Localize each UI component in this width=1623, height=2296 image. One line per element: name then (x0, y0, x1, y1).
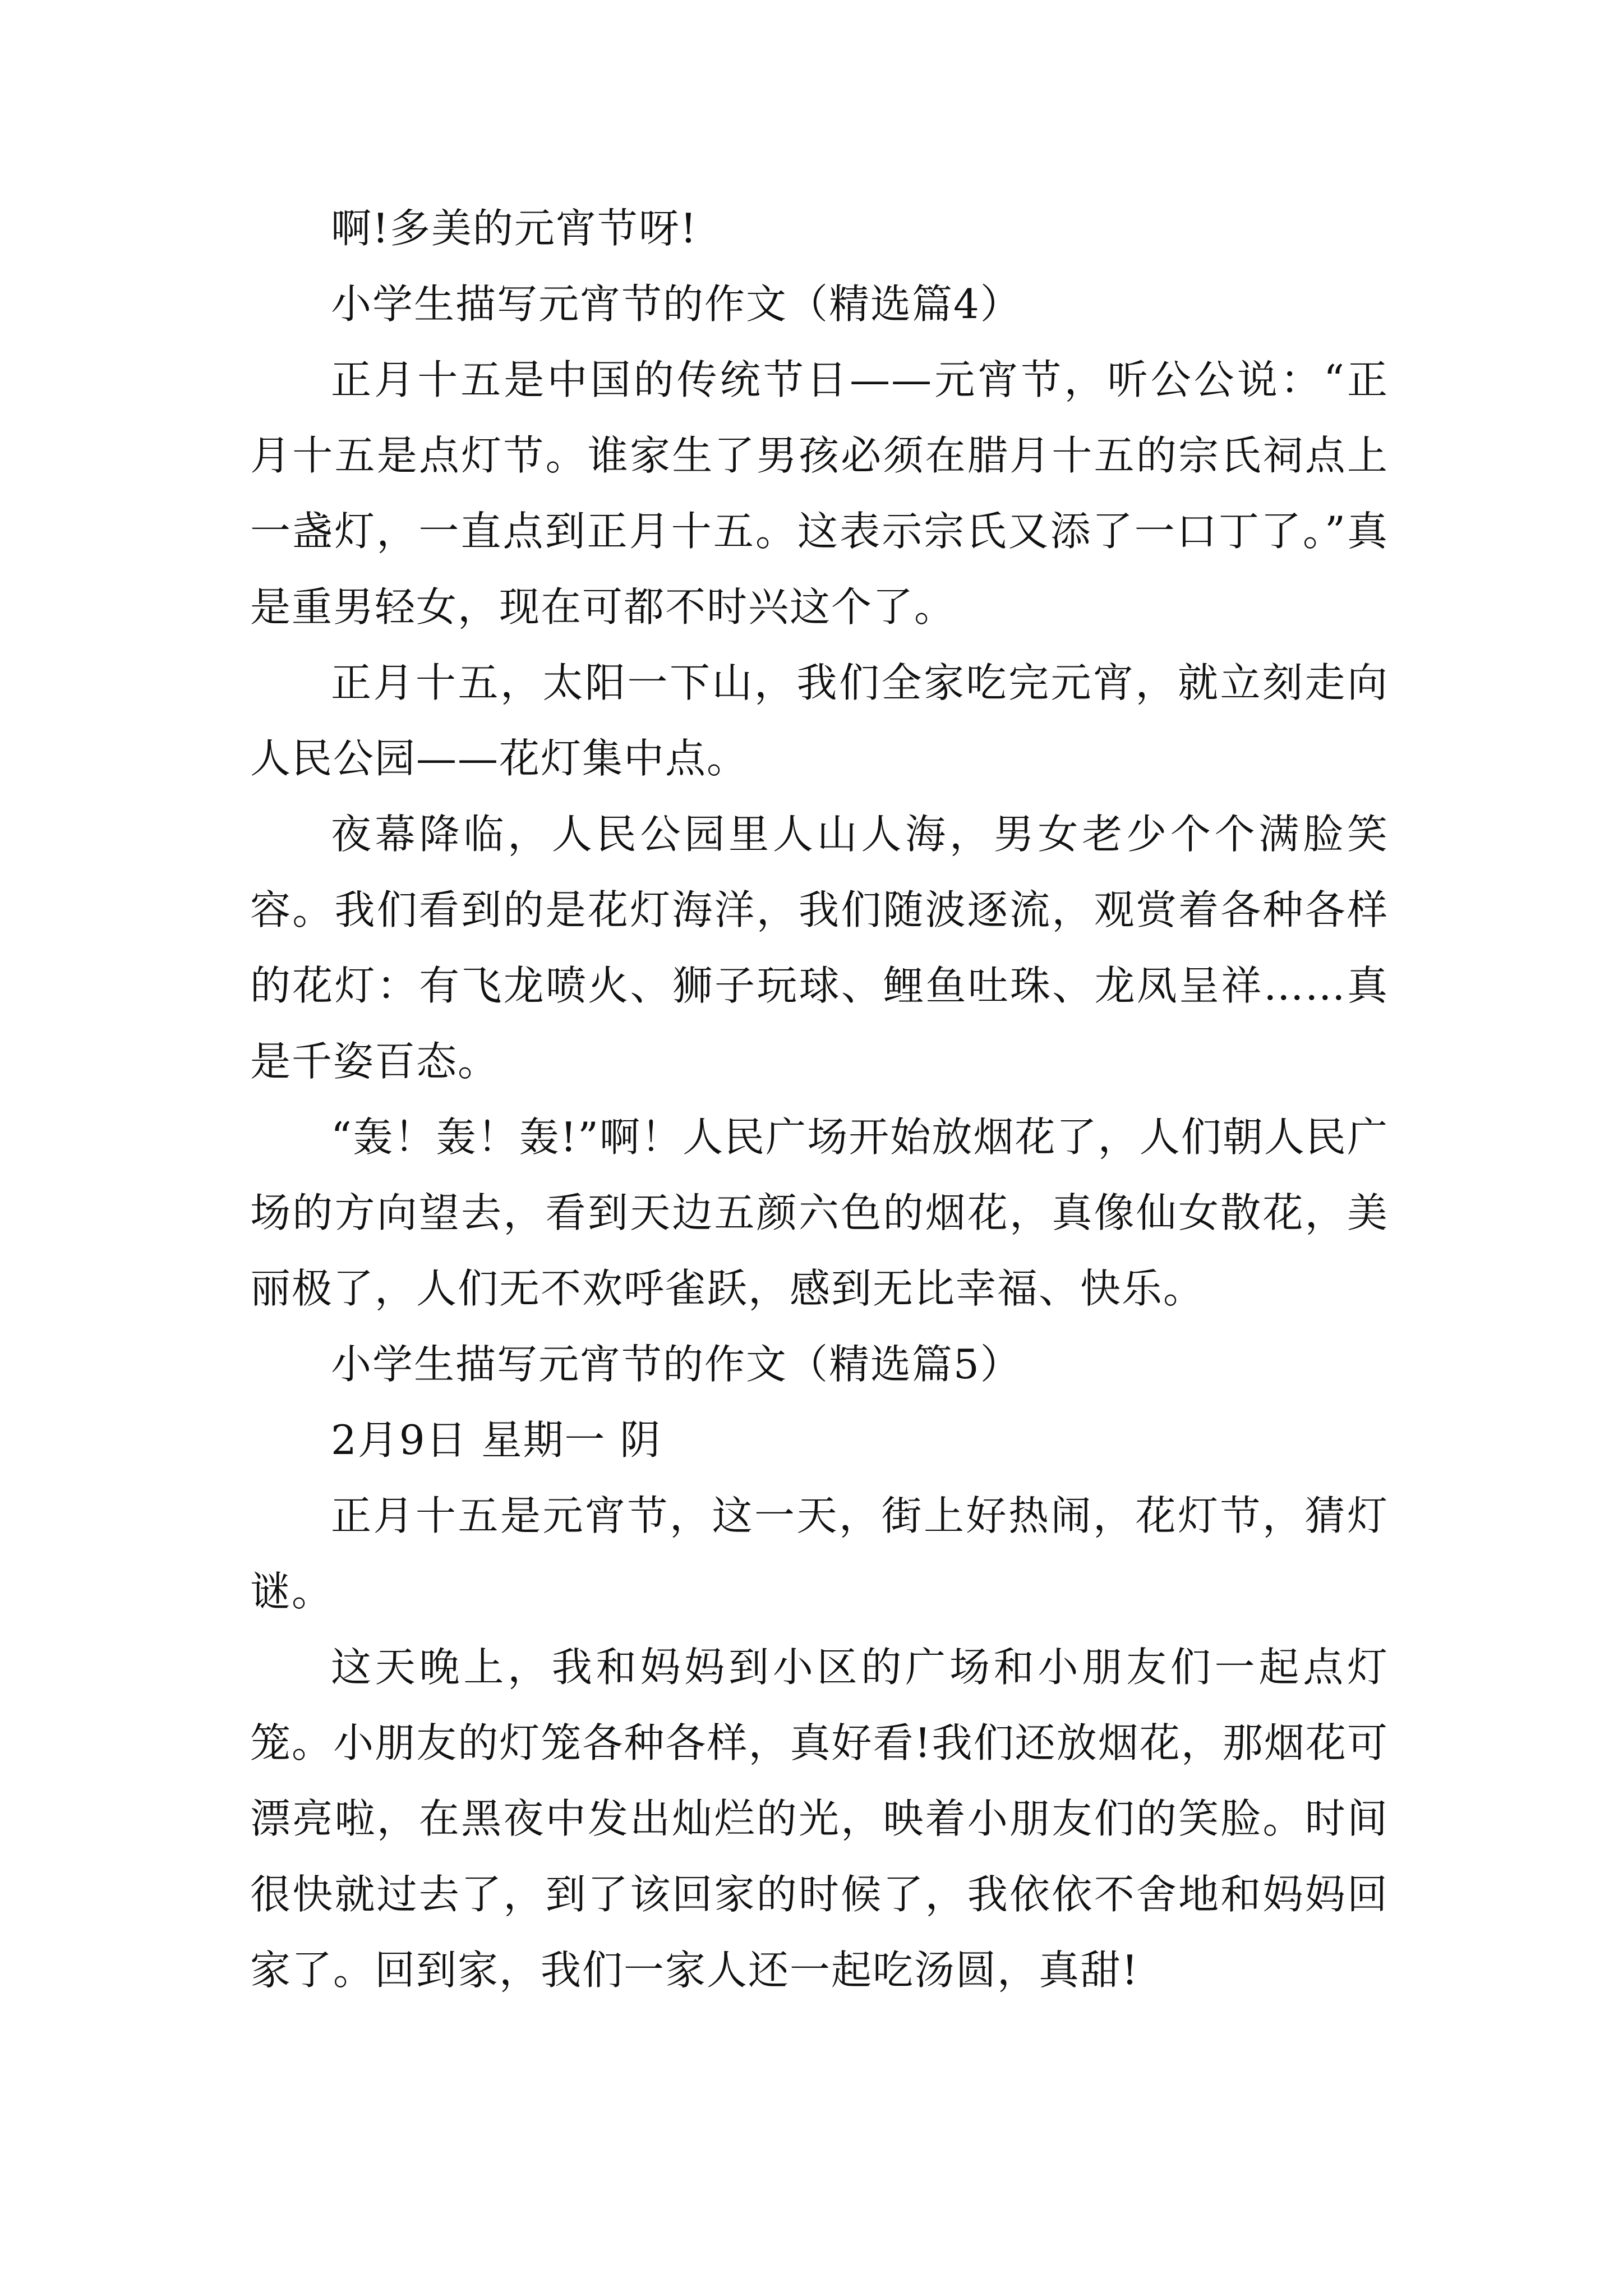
paragraph: 正月十五，太阳一下山，我们全家吃完元宵，就立刻走向人民公园——花灯集中点。 (250, 659, 1389, 782)
diary-date-line: 2月9日 星期一 阴 (331, 1416, 662, 1464)
essay-heading-4: 小学生描写元宵节的作文（精选篇4） (331, 280, 1022, 328)
paragraph: 正月十五是中国的传统节日——元宵节，听公公说：“正月十五是点灯节。谁家生了男孩必须在腊月十五的宗氏祠点上一盏灯，一直点到正月十五。这表示宗氏又添了一口丁了。”真是重男轻女，现在可都不时兴这个了。 (250, 356, 1389, 631)
essay-heading-5: 小学生描写元宵节的作文（精选篇5） (331, 1341, 1022, 1388)
paragraph: “轰！轰！轰!”啊！人民广场开始放烟花了，人们朝人民广场的方向望去，看到天边五颜六色的烟花，真像仙女散花，美丽极了，人们无不欢呼雀跃，感到无比幸福、快乐。 (250, 1114, 1389, 1312)
closing-line: 啊!多美的元宵节呀! (331, 205, 698, 252)
paragraph: 夜幕降临，人民公园里人山人海，男女老少个个满脸笑容。我们看到的是花灯海洋，我们随波逐流，观赏着各种各样的花灯：有飞龙喷火、狮子玩球、鲤鱼吐珠、龙凤呈祥……真是千姿百态。 (250, 811, 1389, 1085)
paragraph: 正月十五是元宵节，这一天，街上好热闹，花灯节，猜灯谜。 (250, 1492, 1389, 1615)
document-body (250, 191, 1389, 2008)
paragraph: 这天晚上，我和妈妈到小区的广场和小朋友们一起点灯笼。小朋友的灯笼各种各样，真好看!我们还放烟花，那烟花可漂亮啦，在黑夜中发出灿烂的光，映着小朋友们的笑脸。时间很快就过去了，到了该回家的时候了，我依依不舍地和妈妈回家了。回到家，我们一家人还一起吃汤圆，真甜! (250, 1644, 1389, 1994)
